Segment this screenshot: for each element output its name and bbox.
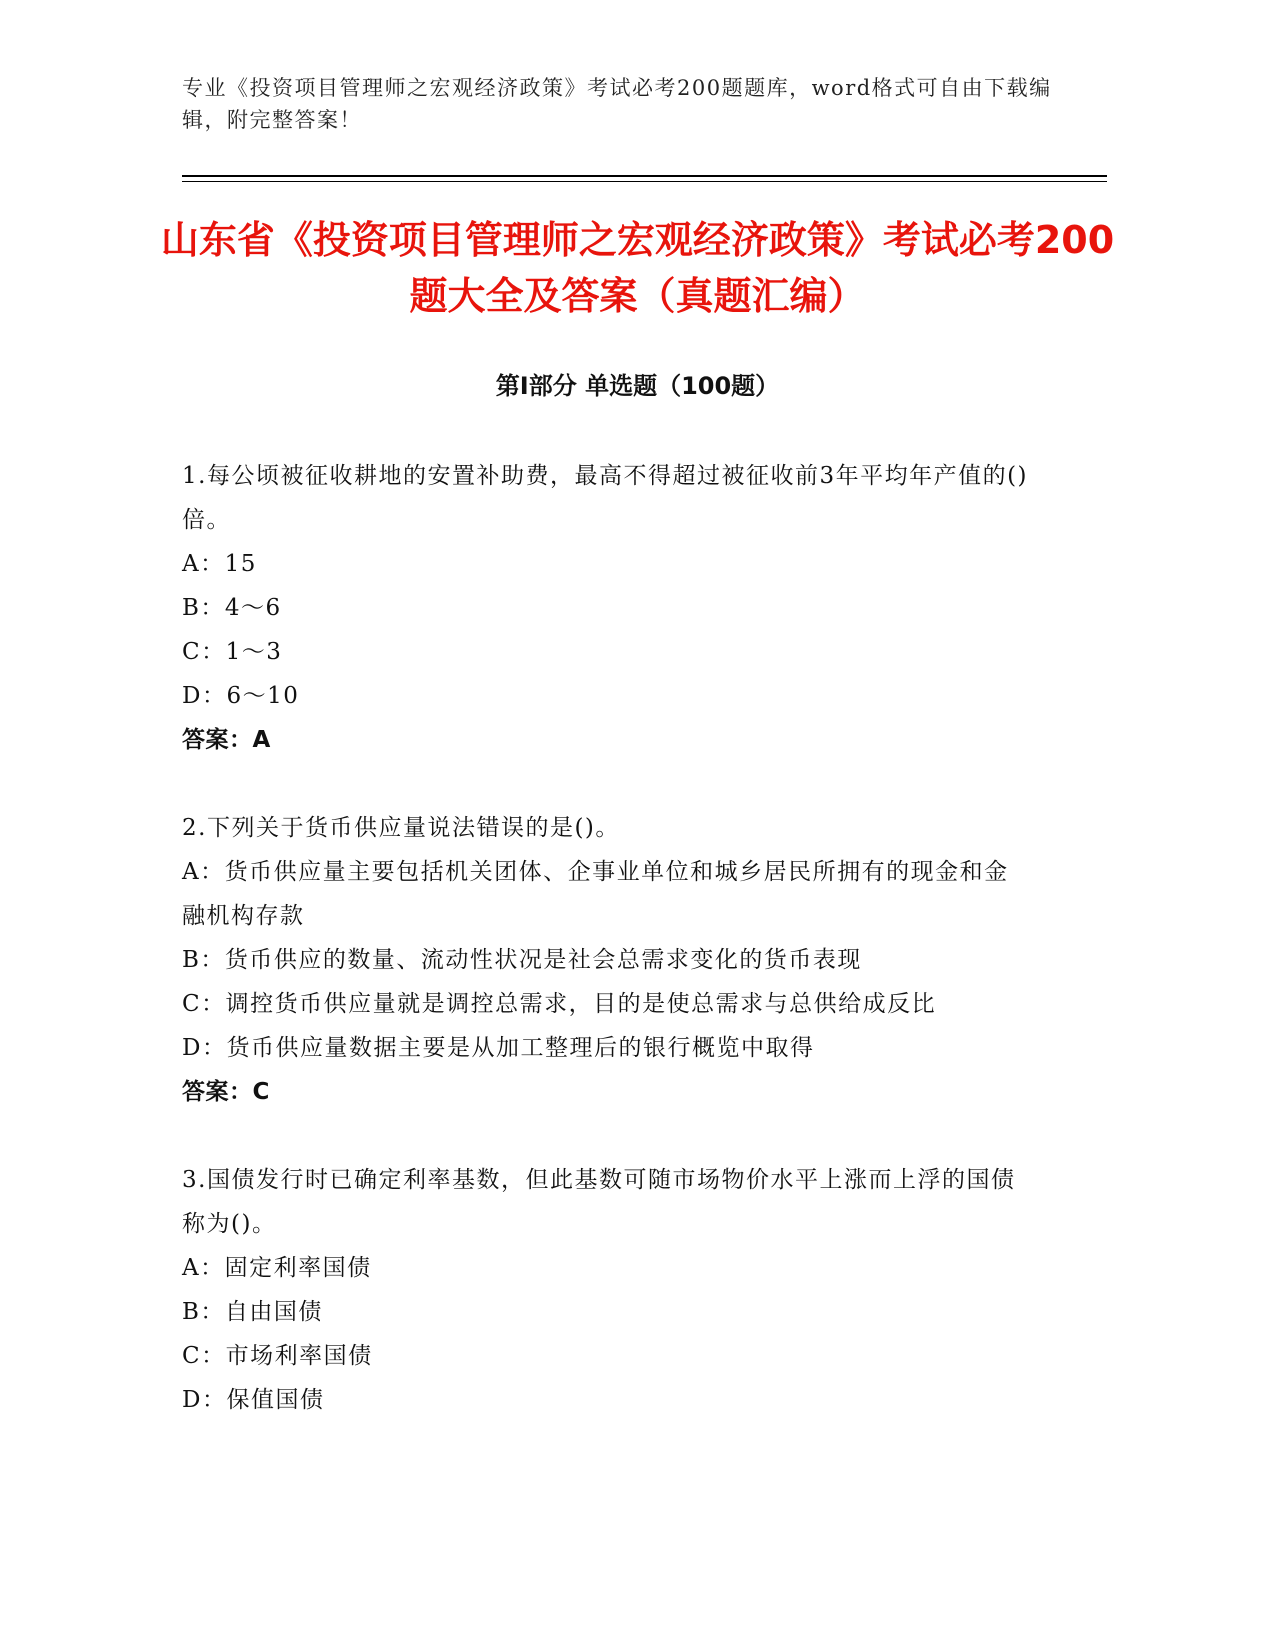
question-2 (182, 806, 1032, 1114)
section-heading: 第I部分 单选题（100题） (495, 372, 780, 400)
question-text (182, 454, 1032, 542)
option-d: D：货币供应量数据主要是从加工整理后的银行概览中取得 (182, 1035, 815, 1061)
option-c: C：调控货币供应量就是调控总需求，目的是使总需求与总供给成反比 (182, 991, 937, 1017)
option-a: A：货币供应量主要包括机关团体、企事业单位和城乡居民所拥有的现金和金融机构存款 (182, 859, 1009, 929)
question-list (182, 454, 1032, 1466)
header-rule-thin (182, 181, 1107, 182)
question-number: 1. (182, 463, 207, 489)
question-stem: 每公顷被征收耕地的安置补助费，最高不得超过被征收前3年平均年产值的()倍。 (182, 463, 1029, 533)
answer-line: 答案：A (182, 727, 271, 753)
option-d: D：保值国债 (182, 1387, 325, 1413)
option-d: D：6～10 (182, 683, 300, 709)
answer-line: 答案：C (182, 1079, 270, 1105)
option-c: C：市场利率国债 (182, 1343, 373, 1369)
option-b: B：4～6 (182, 595, 282, 621)
question-number: 2. (182, 815, 207, 841)
question-text (182, 1158, 1032, 1246)
option-a: A：15 (182, 551, 257, 577)
option-a: A：固定利率国债 (182, 1255, 372, 1281)
question-text (182, 806, 1032, 850)
option-c: C：1～3 (182, 639, 283, 665)
header-note: 专业《投资项目管理师之宏观经济政策》考试必考200题题库，word格式可自由下载编辑，附完整答案！ (182, 76, 1052, 132)
header-rule-thick (182, 175, 1107, 177)
question-3 (182, 1158, 1032, 1422)
option-b: B：自由国债 (182, 1299, 323, 1325)
question-stem: 国债发行时已确定利率基数，但此基数可随市场物价水平上涨而上浮的国债称为()。 (182, 1167, 1016, 1237)
option-b: B：货币供应的数量、流动性状况是社会总需求变化的货币表现 (182, 947, 862, 973)
document-title: 山东省《投资项目管理师之宏观经济政策》考试必考200题大全及答案（真题汇编） (160, 218, 1115, 318)
question-number: 3. (182, 1167, 207, 1193)
question-1 (182, 454, 1032, 762)
question-stem: 下列关于货币供应量说法错误的是()。 (206, 815, 620, 841)
